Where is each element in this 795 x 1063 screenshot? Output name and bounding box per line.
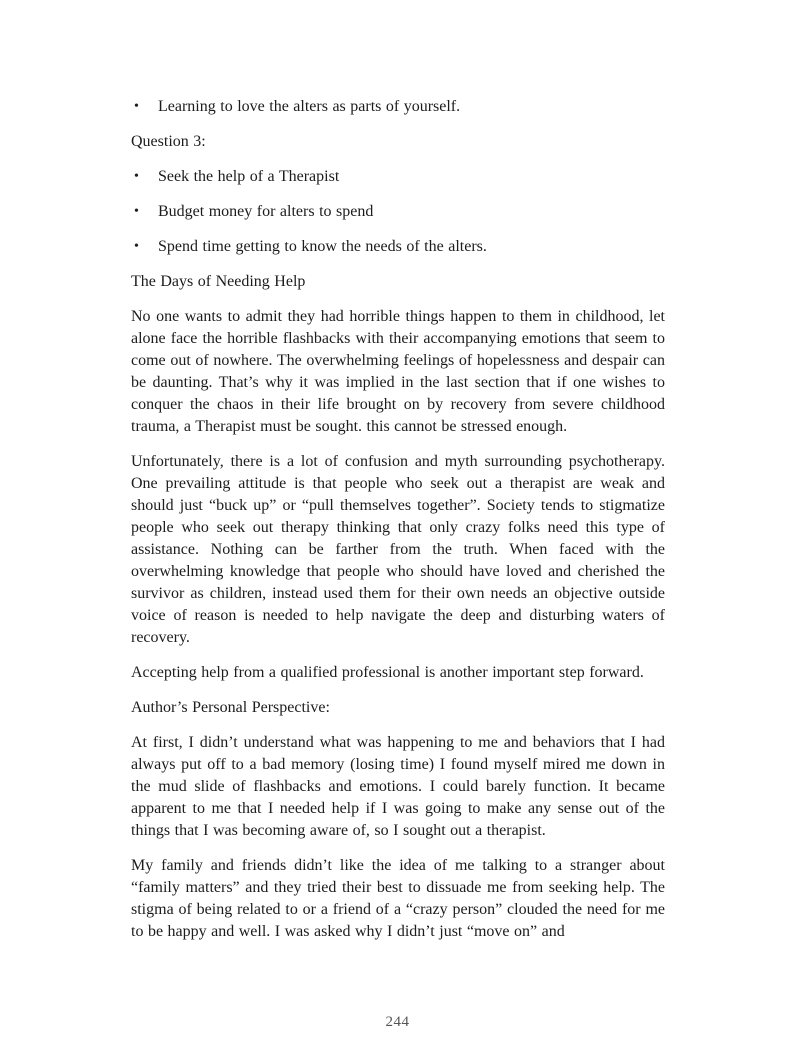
paragraph: My family and friends didn’t like the idea of me talking to a stranger about “family matters” and they tried their best to dissuade me from seeking help. The stigma of being related to or a friend of a “crazy person” clouded the need for me to be happy and well. I was asked why I didn’t just “move on” and <box>131 857 665 940</box>
bullet-icon: • <box>134 99 139 114</box>
bullet-list-item <box>131 236 665 258</box>
section-heading: The Days of Needing Help <box>131 273 306 290</box>
page-number: 244 <box>385 1014 410 1030</box>
paragraph: At first, I didn’t understand what was happening to me and behaviors that I had always put off to a bad memory (losing time) I found myself mired me down in the mud slide of flashbacks and emotions. I could barely function. It became apparent to me that I needed help if I was going to make any sense out of the things that I was becoming aware of, so I sought out a therapist. <box>131 734 665 839</box>
bullet-list-item <box>131 201 665 223</box>
bullet-icon: • <box>134 239 139 254</box>
page-content <box>131 96 665 956</box>
bullet-list-item <box>131 166 665 188</box>
text-label: Author’s Personal Perspective: <box>131 699 330 716</box>
bullet-text: Learning to love the alters as parts of yourself. <box>158 98 461 115</box>
paragraph: Accepting help from a qualified professional is another important step forward. <box>131 664 644 681</box>
bullet-text: Seek the help of a Therapist <box>158 168 340 185</box>
paragraph: Unfortunately, there is a lot of confusion and myth surrounding psychotherapy. One prevailing attitude is that people who seek out a therapist are weak and should just “buck up” or “pull themselves together”. Society tends to stigmatize people who seek out therapy thinking that only crazy folks need this type of assistance. Nothing can be farther from the truth. When faced with the overwhelming knowledge that people who should have loved and cherished the survivor as children, instead used them for their own needs an objective outside voice of reason is needed to help navigate the deep and disturbing waters of recovery. <box>131 453 665 646</box>
bullet-text: Budget money for alters to spend <box>158 203 374 220</box>
bullet-icon: • <box>134 169 139 184</box>
bullet-text: Spend time getting to know the needs of the alters. <box>158 238 487 255</box>
bullet-list-item <box>131 96 665 118</box>
text-label: Question 3: <box>131 133 206 150</box>
bullet-icon: • <box>134 204 139 219</box>
paragraph: No one wants to admit they had horrible things happen to them in childhood, let alone face the horrible flashbacks with their accompanying emotions that seem to come out of nowhere. The overwhelming feelings of hopelessness and despair can be daunting. That’s why it was implied in the last section that if one wishes to conquer the chaos in their life brought on by recovery from severe childhood trauma, a Therapist must be sought. this cannot be stressed enough. <box>131 308 665 435</box>
